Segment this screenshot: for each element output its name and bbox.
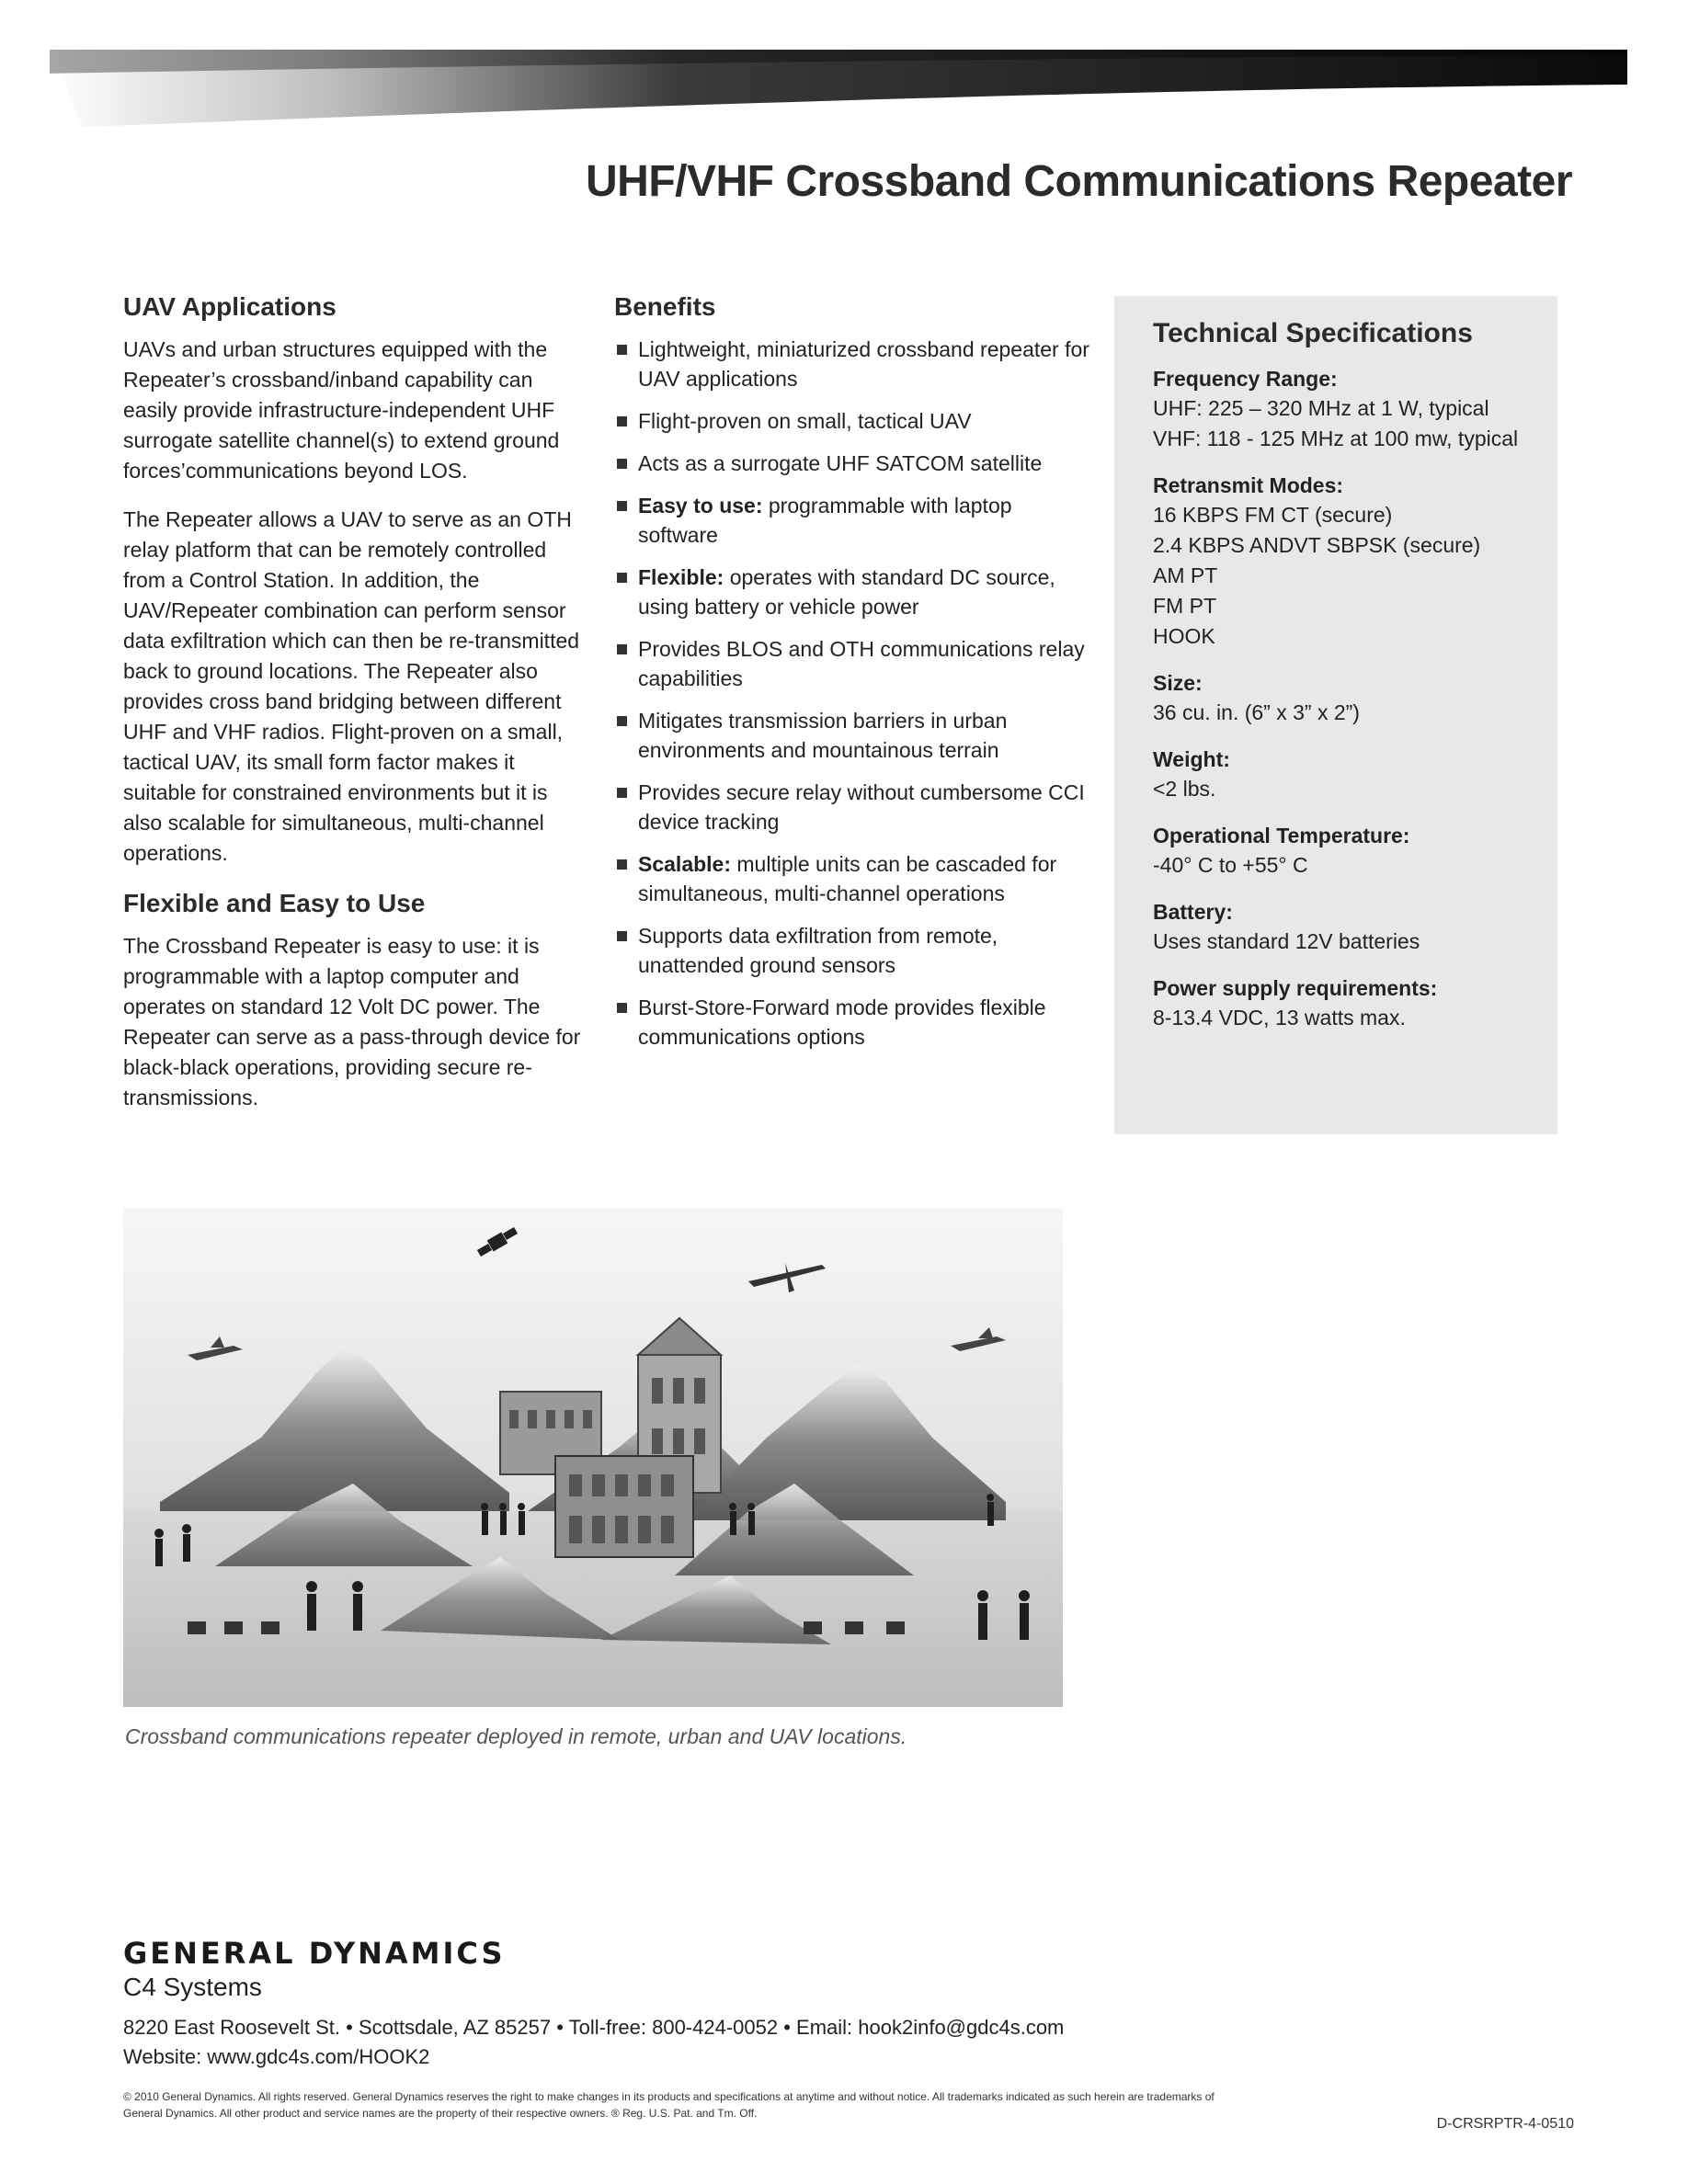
- benefit-item: Provides BLOS and OTH communications relay capabilities: [614, 634, 1092, 693]
- legal-notice: © 2010 General Dynamics. All rights reserved. General Dynamics reserves the right to make changes in its products and specifications at anytime and without notice. All trademarks indicated as such herein are trademarks of General Dynamics. All other product and service names are the property of their respective owners. ® Reg. U.S. Pat. and Tm. Off.: [123, 2090, 1215, 2120]
- uav-applications-heading: UAV Applications: [123, 292, 336, 321]
- spec-retransmit-modes: Retransmit Modes: 16 KBPS FM CT (secure) 2.4 KBPS ANDVT SBPSK (secure) AM PT FM PT HOOK: [1153, 473, 1481, 648]
- square-bullet-icon: [617, 501, 627, 511]
- spec-operational-temperature: Operational Temperature: -40° C to +55° C: [1153, 824, 1410, 877]
- technical-specifications-heading: Technical Specifications: [1153, 318, 1473, 348]
- benefits-list: [614, 335, 1092, 1052]
- benefit-item: Scalable: multiple units can be cascaded for simultaneous, multi-channel operations: [614, 849, 1092, 908]
- figure-caption: Crossband communications repeater deployed in remote, urban and UAV locations.: [125, 1724, 907, 1748]
- benefit-item: Flight-proven on small, tactical UAV: [614, 406, 1092, 436]
- benefit-item: Mitigates transmission barriers in urban environments and mountainous terrain: [614, 706, 1092, 765]
- technical-specifications-panel: [1114, 296, 1557, 1134]
- benefit-item: Acts as a surrogate UHF SATCOM satellite: [614, 449, 1092, 478]
- benefits-heading: Benefits: [614, 292, 716, 321]
- contact-block: [123, 2013, 1064, 2072]
- square-bullet-icon: [617, 931, 627, 941]
- square-bullet-icon: [617, 859, 627, 870]
- deployment-scene-image: [123, 1208, 1063, 1707]
- spec-frequency-range: Frequency Range: UHF: 225 – 320 MHz at 1 W, typical VHF: 118 - 125 MHz at 100 mw, typical: [1153, 367, 1519, 450]
- square-bullet-icon: [617, 788, 627, 798]
- benefits-column: [614, 292, 1092, 1064]
- spec-power-supply: Power supply requirements: 8-13.4 VDC, 13 watts max.: [1153, 976, 1438, 1029]
- flexible-heading: Flexible and Easy to Use: [123, 889, 426, 917]
- uav-applications-column: [123, 292, 583, 1132]
- uav-paragraph-1: UAVs and urban structures equipped with the Repeater’s crossband/inband capability can easily provide infrastructure-independent UHF surrogate satellite channel(s) to extend ground forces’communications beyond LOS.: [123, 337, 560, 483]
- header-banner: [0, 0, 1688, 138]
- square-bullet-icon: [617, 459, 627, 469]
- benefit-item: Burst-Store-Forward mode provides flexible communications options: [614, 993, 1092, 1052]
- spec-battery: Battery: Uses standard 12V batteries: [1153, 900, 1420, 953]
- uav-paragraph-2: The Repeater allows a UAV to serve as an OTH relay platform that can be remotely controlled from a Control Station. In addition, the UAV/Repeater combination can perform sensor data exfiltration which can then be re-transmitted back to ground locations. The Repeater also provides cross band bridging between different UHF and VHF radios. Flight-proven on a small, tactical UAV, its small form factor makes it suitable for constrained environments but it is also scalable for simultaneous, multi-channel operations.: [123, 507, 580, 865]
- square-bullet-icon: [617, 716, 627, 726]
- company-division: C4 Systems: [123, 1973, 262, 2001]
- benefit-item: Provides secure relay without cumbersome CCI device tracking: [614, 778, 1092, 836]
- spec-size: Size: 36 cu. in. (6” x 3” x 2”): [1153, 671, 1360, 724]
- contact-address: 8220 East Roosevelt St. • Scottsdale, AZ 85257 • Toll-free: 800-424-0052 • Email: hook2info@gdc4s.com: [123, 2016, 1065, 2039]
- page-title: UHF/VHF Crossband Communications Repeater: [586, 157, 1572, 206]
- square-bullet-icon: [617, 1003, 627, 1013]
- spec-weight: Weight: <2 lbs.: [1153, 747, 1230, 801]
- benefit-item: Supports data exfiltration from remote, unattended ground sensors: [614, 921, 1092, 980]
- document-code: D-CRSRPTR-4-0510: [1436, 2116, 1574, 2132]
- deployment-illustration: [123, 1208, 1063, 1707]
- flexible-paragraph: The Crossband Repeater is easy to use: it is programmable with a laptop computer and operates on standard 12 Volt DC power. The Repeater can serve as a pass-through device for black-black operations, providing secure re-transmissions.: [123, 934, 581, 1109]
- benefit-item: Flexible: operates with standard DC source, using battery or vehicle power: [614, 563, 1092, 621]
- square-bullet-icon: [617, 573, 627, 583]
- square-bullet-icon: [617, 644, 627, 654]
- square-bullet-icon: [617, 416, 627, 427]
- contact-website: Website: www.gdc4s.com/HOOK2: [123, 2045, 430, 2068]
- benefit-item: Easy to use: programmable with laptop software: [614, 491, 1092, 550]
- square-bullet-icon: [617, 345, 627, 355]
- benefit-item: Lightweight, miniaturized crossband repeater for UAV applications: [614, 335, 1092, 393]
- company-logo-wordmark: GENERAL DYNAMICS: [123, 1936, 506, 1971]
